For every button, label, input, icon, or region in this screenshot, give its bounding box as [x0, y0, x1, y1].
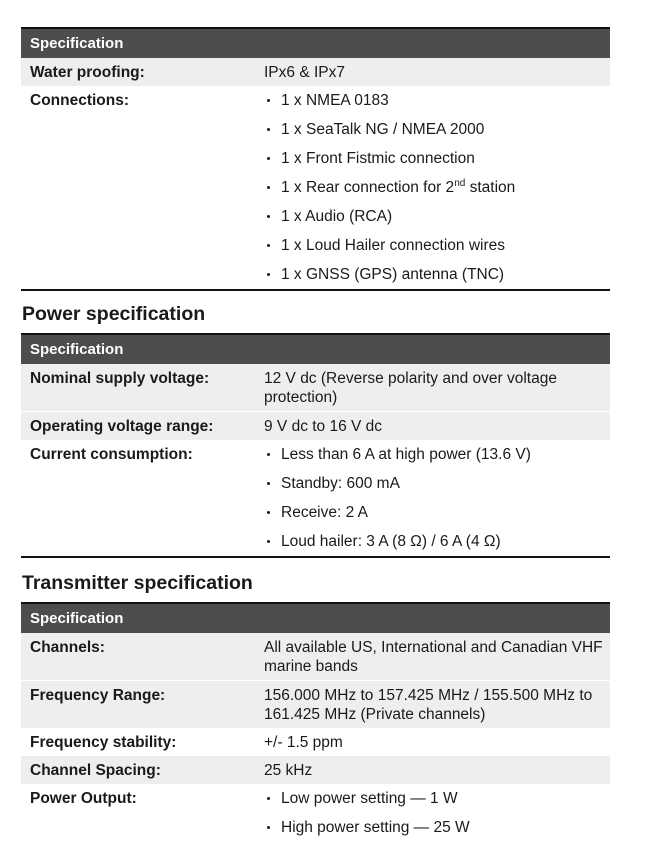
list-item: 1 x Loud Hailer connection wires: [264, 236, 604, 265]
row-value: [264, 784, 610, 842]
row-value: 25 kHz: [264, 762, 313, 779]
row-value: 9 V dc to 16 V dc: [264, 418, 383, 435]
table-row: [21, 364, 610, 411]
table-row: [21, 633, 610, 680]
row-label: Operating voltage range:: [30, 418, 214, 435]
table-header: Specification: [21, 27, 610, 58]
list-item: 1 x NMEA 0183: [264, 91, 604, 120]
power-output-list: [264, 789, 604, 838]
row-label: Power Output:: [30, 790, 137, 807]
row-label: Connections:: [30, 92, 130, 109]
table-bottom-rule: [21, 289, 610, 291]
section-title: Power specification: [22, 303, 206, 325]
general-spec-table: [21, 27, 610, 291]
row-value: 12 V dc (Reverse polarity and over voltage protection): [264, 370, 557, 406]
row-label: Channel Spacing:: [30, 762, 161, 779]
row-label: Frequency stability:: [30, 734, 177, 751]
row-label: Nominal supply voltage:: [30, 370, 210, 387]
row-value: +/- 1.5 ppm: [264, 734, 343, 751]
transmitter-spec-table: [21, 602, 610, 842]
row-value: All available US, International and Canadian VHF marine bands: [264, 639, 603, 675]
list-item: Loud hailer: 3 A (8 Ω) / 6 A (4 Ω): [264, 532, 604, 552]
list-item: [264, 178, 604, 207]
connections-list: [264, 91, 604, 285]
section-title: Transmitter specification: [22, 572, 253, 594]
table-header: Specification: [21, 602, 610, 633]
table-row: [21, 440, 610, 556]
row-label: Frequency Range:: [30, 687, 166, 704]
table-row: [21, 784, 610, 842]
table-row: [21, 680, 610, 728]
table-bottom-rule: [21, 556, 610, 558]
table-row: [21, 756, 610, 784]
row-label: Water proofing:: [30, 64, 145, 81]
list-item: Less than 6 A at high power (13.6 V): [264, 445, 604, 474]
list-item: 1 x GNSS (GPS) antenna (TNC): [264, 265, 604, 285]
row-value: [264, 86, 610, 289]
list-item: Standby: 600 mA: [264, 474, 604, 503]
current-list: [264, 445, 604, 552]
row-value: [264, 440, 610, 556]
list-item: High power setting — 25 W: [264, 818, 604, 838]
row-value: IPx6 & IPx7: [264, 64, 345, 81]
superscript: nd: [454, 177, 466, 189]
row-value: 156.000 MHz to 157.425 MHz / 155.500 MHz to 161.425 MHz (Private channels): [264, 687, 593, 723]
row-label: Channels:: [30, 639, 105, 656]
table-row: [21, 58, 610, 86]
row-label: Current consumption:: [30, 446, 193, 463]
spec-document: [21, 0, 610, 842]
power-spec-table: [21, 333, 610, 558]
list-item: Receive: 2 A: [264, 503, 604, 532]
table-row: [21, 86, 610, 289]
list-item: Low power setting — 1 W: [264, 789, 604, 818]
table-row: [21, 411, 610, 440]
list-item-text: station: [465, 179, 516, 196]
table-header: Specification: [21, 333, 610, 364]
list-item: 1 x SeaTalk NG / NMEA 2000: [264, 120, 604, 149]
table-row: [21, 728, 610, 756]
list-item-text: 1 x Rear connection for 2: [281, 179, 455, 196]
list-item: 1 x Audio (RCA): [264, 207, 604, 236]
list-item: 1 x Front Fistmic connection: [264, 149, 604, 178]
